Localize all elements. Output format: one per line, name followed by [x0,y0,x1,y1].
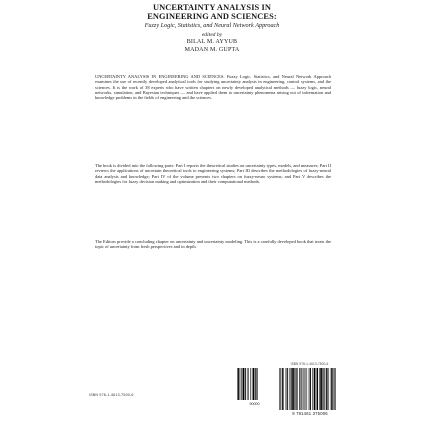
barcode-bar [255,368,256,400]
barcode-bar [331,368,332,410]
barcode-bar [252,368,253,400]
book-title-line-2: ENGINEERING AND SCIENCES: [147,12,277,21]
barcode-bar [327,368,328,410]
barcode-bar [283,368,284,410]
barcode-bar [301,368,302,410]
barcode-bar [238,368,239,400]
barcode-bar [240,368,241,400]
barcode-digits: 9 781461 375006 [292,411,328,416]
barcode-bar [304,368,305,410]
barcode-bar [317,368,318,410]
barcode-bar [279,368,280,410]
price-code-digits: 90000 [249,402,260,406]
barcode-bar [237,368,238,400]
barcode-bar [303,368,304,410]
isbn-barcode [278,368,341,416]
barcode-bar [299,368,300,410]
description-paragraph-2: The book is divided into the following parts: Part I reports the theoretical studies on uncertainty types, models, and measures; Part II reviews the applications of uncertain theoretical tools to engineering systems; Part III describes the methodologies of fuzzy-neural data analysis and knowledge; Part IV of the volume presents two chapters on fuzzy-neuro systems; and Part V describes the methodologies for fuzzy decision making and optimization and their computational methods. [95,163,331,185]
barcode-bar [309,368,310,410]
price-barcode [236,368,273,406]
barcode-bar [297,368,298,410]
description-paragraph-3: The Editors provide a concluding chapter on uncertainty and uncertainty modeling. This is a carefully developed book that treats the topic of uncertainty from fresh perspectives and in depth. [95,239,331,250]
barcode-bar [253,368,254,400]
barcode-bar [257,368,258,400]
isbn-left-label: ISBN 978-1-4613-7500-6 [89,393,134,397]
barcode-bar [287,368,288,410]
barcode-bar [324,368,325,410]
barcode-bar [334,368,335,410]
editor-name-1: BILAL M. AYYUB [186,39,238,45]
editor-name-2: MADAN M. GUPTA [184,46,240,53]
barcode-bar [296,368,297,410]
barcode-bar [312,368,313,410]
barcode-bar [241,368,242,400]
barcode-bar [256,368,257,400]
barcode-bar [250,368,251,400]
barcode-bar [282,368,283,410]
barcode-bar [322,368,323,410]
barcode-bar [291,368,292,410]
barcode-bar [319,368,320,410]
barcode-bar [243,368,245,400]
title-block [0,3,424,54]
book-subtitle: Fuzzy Logic, Statistics, and Neural Network Approach [144,22,280,29]
edited-by-label: edited by [201,32,223,38]
barcode-bar [248,368,249,400]
barcode-bar [245,368,246,400]
isbn-above-barcode: ISBN 978-1-4613-7500-6 [290,362,329,366]
barcode-bar [332,368,333,410]
barcode-bar [307,368,308,410]
barcode-bar [314,368,316,410]
barcode-bar [329,368,330,410]
barcode-bar [305,368,306,410]
barcode-bar [247,368,248,400]
barcode-bar [286,368,287,410]
book-title-line-1: UNCERTAINTY ANALYSIS IN [152,3,272,12]
barcode-bar [292,368,294,410]
barcode-bar [294,368,295,410]
barcode-bar [316,368,317,410]
barcode-bar [310,368,311,410]
barcode-bar [335,368,336,410]
description-paragraph-1: UNCERTAINTY ANALYSIS IN ENGINEERING AND SCIENCES: Fuzzy Logic, Statistics, and Neural Network Approach examines the use of recently developed analytical tools for studying uncertainty analysis in engineering, control systems, and the sciences. It is the work of 38 experts who have written chapters on newly developed analytical methods — fuzzy logic, neural networks, simulation, and Bayesian techniques — and have applied them to uncertainty phenomena arising out of information and knowledge problems in the fields of engineering and the sciences. [95,74,331,101]
barcode-bar [326,368,327,410]
barcode-bar [289,368,290,410]
barcode-bar [280,368,281,410]
barcode-bar [320,368,322,410]
